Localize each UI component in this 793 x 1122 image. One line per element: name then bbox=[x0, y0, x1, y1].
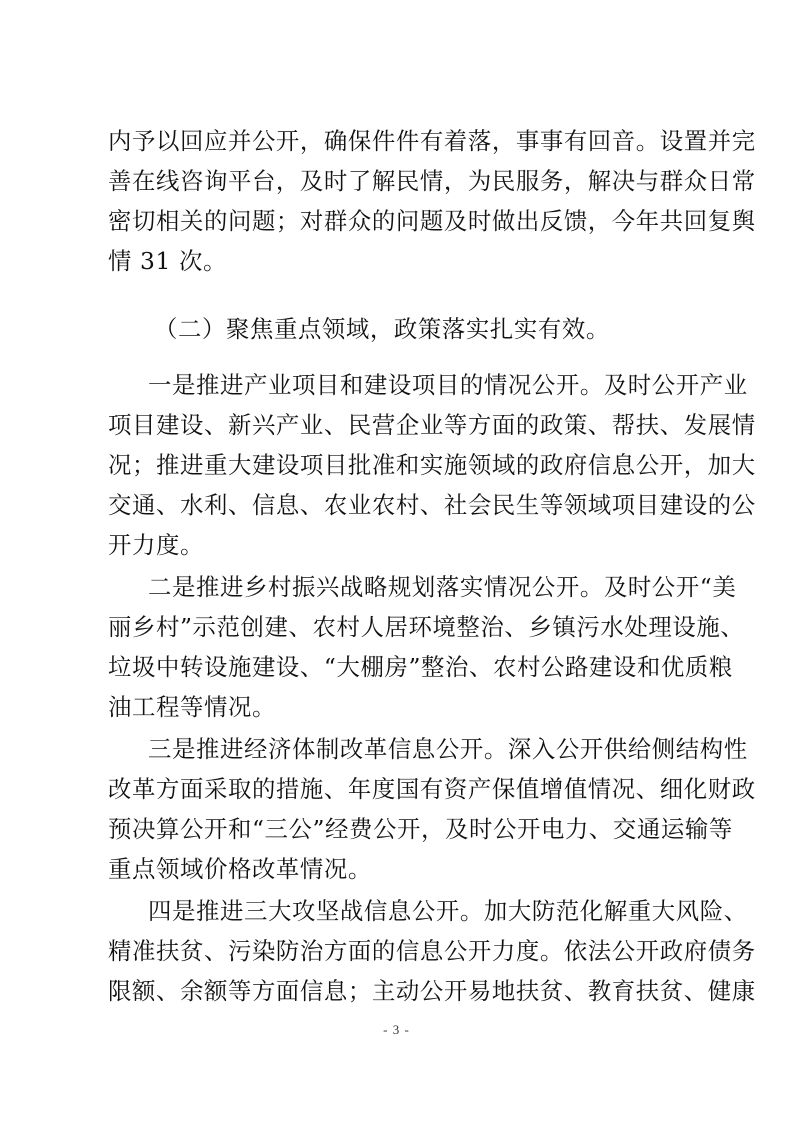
body-text-line: 情 31 次。 bbox=[108, 247, 228, 275]
body-text-line: 预决算公开和“三公”经费公开，及时公开电力、交通运输等 bbox=[108, 815, 733, 843]
body-text-line: 三是推进经济体制改革信息公开。深入公开供给侧结构性 bbox=[148, 735, 748, 763]
body-text-line: 善在线咨询平台，及时了解民情，为民服务，解决与群众日常 bbox=[108, 167, 756, 195]
body-text-line: 项目建设、新兴产业、民营企业等方面的政策、帮扶、发展情 bbox=[108, 411, 756, 439]
body-text-line: 密切相关的问题；对群众的问题及时做出反馈，今年共回复舆 bbox=[108, 207, 756, 235]
page-number: - 3 - bbox=[383, 1022, 410, 1037]
body-text-line: 开力度。 bbox=[108, 531, 204, 559]
body-text-line: 改革方面采取的措施、年度国有资产保值增值情况、细化财政 bbox=[108, 775, 756, 803]
body-text-line: 精准扶贫、污染防治方面的信息公开力度。依法公开政府债务 bbox=[108, 937, 756, 965]
body-text-line: 况；推进重大建设项目批准和实施领域的政府信息公开，加大 bbox=[108, 451, 756, 479]
section-heading: （二）聚焦重点领域，政策落实扎实有效。 bbox=[154, 315, 610, 343]
body-text-line: 一是推进产业项目和建设项目的情况公开。及时公开产业 bbox=[148, 371, 748, 399]
body-text-line: 内予以回应并公开，确保件件有着落，事事有回音。设置并完 bbox=[108, 127, 756, 155]
body-text-line: 丽乡村”示范创建、农村人居环境整治、乡镇污水处理设施、 bbox=[108, 613, 745, 641]
body-text-line: 重点领域价格改革情况。 bbox=[108, 855, 372, 883]
body-text-line: 油工程等情况。 bbox=[108, 693, 276, 721]
body-text-line: 限额、余额等方面信息；主动公开易地扶贫、教育扶贫、健康 bbox=[108, 977, 756, 1005]
body-text-line: 垃圾中转设施建设、“大棚房”整治、农村公路建设和优质粮 bbox=[108, 653, 733, 681]
body-text-line: 四是推进三大攻坚战信息公开。加大防范化解重大风险、 bbox=[148, 897, 748, 925]
body-text-line: 二是推进乡村振兴战略规划落实情况公开。及时公开“美 bbox=[148, 573, 737, 601]
body-text-line: 交通、水利、信息、农业农村、社会民生等领域项目建设的公 bbox=[108, 491, 756, 519]
